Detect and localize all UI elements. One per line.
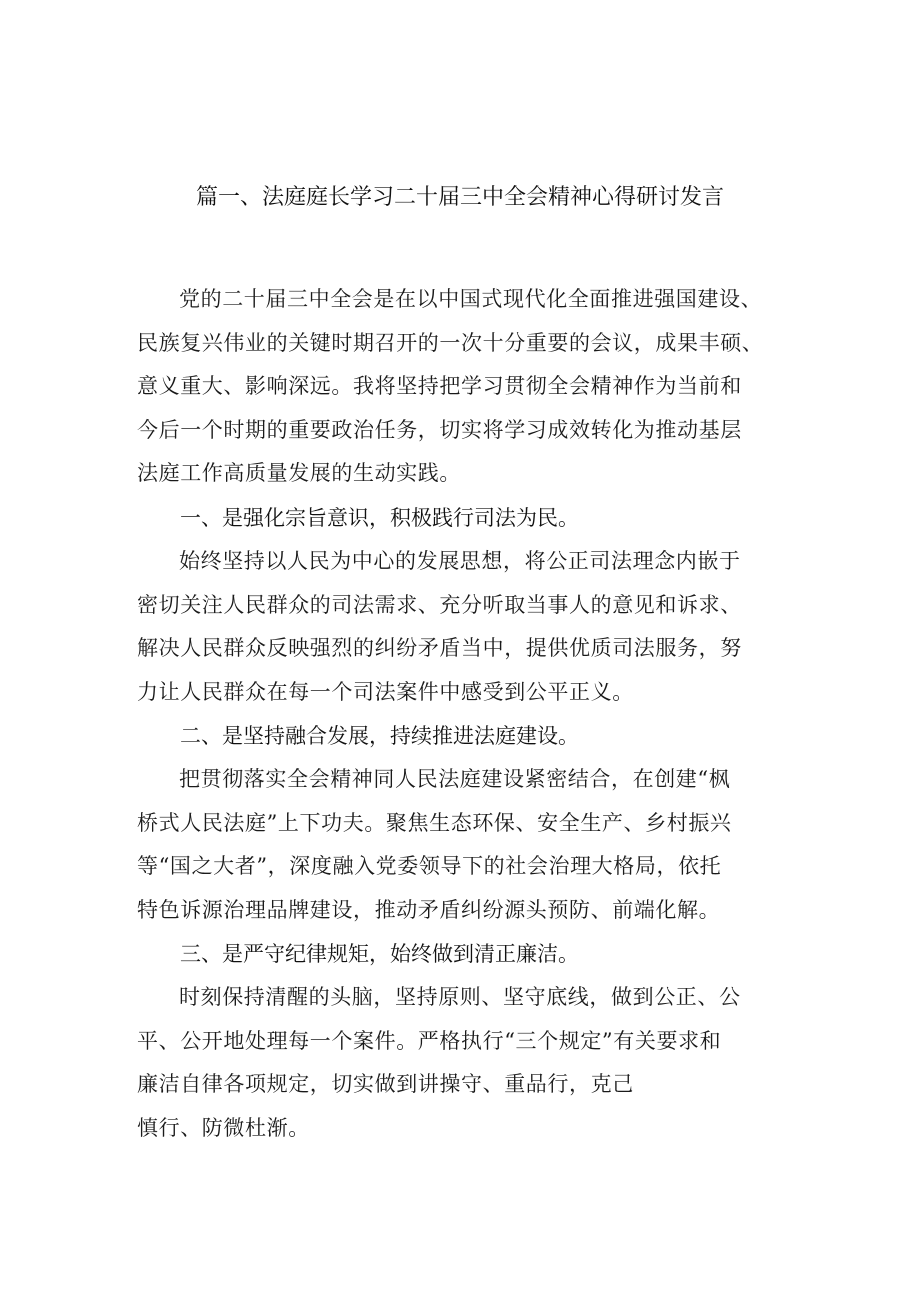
section-1-line: 解决人民群众反映强烈的纠纷矛盾当中，提供优质司法服务，努	[137, 636, 742, 661]
section-heading-2: 二、是坚持融合发展，持续推进法庭建设。	[180, 724, 579, 748]
section-1-line: 始终坚持以人民为中心的发展思想，将公正司法理念内嵌于	[179, 549, 741, 573]
section-1-line: 密切关注人民群众的司法需求、充分听取当事人的意见和诉求、	[137, 592, 742, 617]
intro-line: 法庭工作高质量发展的生动实践。	[137, 461, 461, 486]
section-3-line: 平、公开地处理每一个案件。严格执行“三个规定”有关要求和	[137, 1028, 722, 1053]
intro-paragraph	[137, 278, 797, 496]
intro-line: 民族复兴伟业的关键时期召开的一次十分重要的会议，成果丰硕、	[137, 330, 764, 355]
section-2-line: 特色诉源治理品牌建设，推动矛盾纠纷源头预防、前端化解。	[137, 897, 721, 922]
section-heading-1: 一、是强化宗旨意识，积极践行司法为民。	[180, 506, 579, 530]
document-title: 篇一、法庭庭长学习二十届三中全会精神心得研讨发言	[195, 185, 724, 210]
section-2-line: 等“国之大者”，深度融入党委领导下的社会治理大格局，依托	[137, 854, 722, 879]
section-1-line: 力让人民群众在每一个司法案件中感受到公平正义。	[137, 679, 634, 704]
section-paragraph-2	[137, 758, 797, 932]
intro-line: 今后一个时期的重要政治任务，切实将学习成效转化为推动基层	[137, 417, 742, 442]
section-paragraph-3	[137, 976, 797, 1150]
intro-line: 意义重大、影响深远。我将坚持把学习贯彻全会精神作为当前和	[137, 374, 742, 399]
section-heading-3: 三、是严守纪律规矩，始终做到清正廉洁。	[180, 942, 579, 966]
section-paragraph-1	[137, 540, 797, 714]
section-3-line: 时刻保持清醒的头脑，坚持原则、坚守底线，做到公正、公	[179, 985, 741, 1009]
section-2-line: 把贯彻落实全会精神同人民法庭建设紧密结合，在创建“枫	[179, 767, 731, 791]
section-3-line: 慎行、防微杜渐。	[137, 1115, 310, 1140]
section-2-line: 桥式人民法庭”上下功夫。聚焦生态环保、安全生产、乡村振兴	[137, 810, 732, 835]
section-3-line: 廉洁自律各项规定，切实做到讲操守、重品行，克己	[137, 1072, 634, 1097]
intro-line: 党的二十届三中全会是在以中国式现代化全面推进强国建设、	[179, 287, 763, 311]
